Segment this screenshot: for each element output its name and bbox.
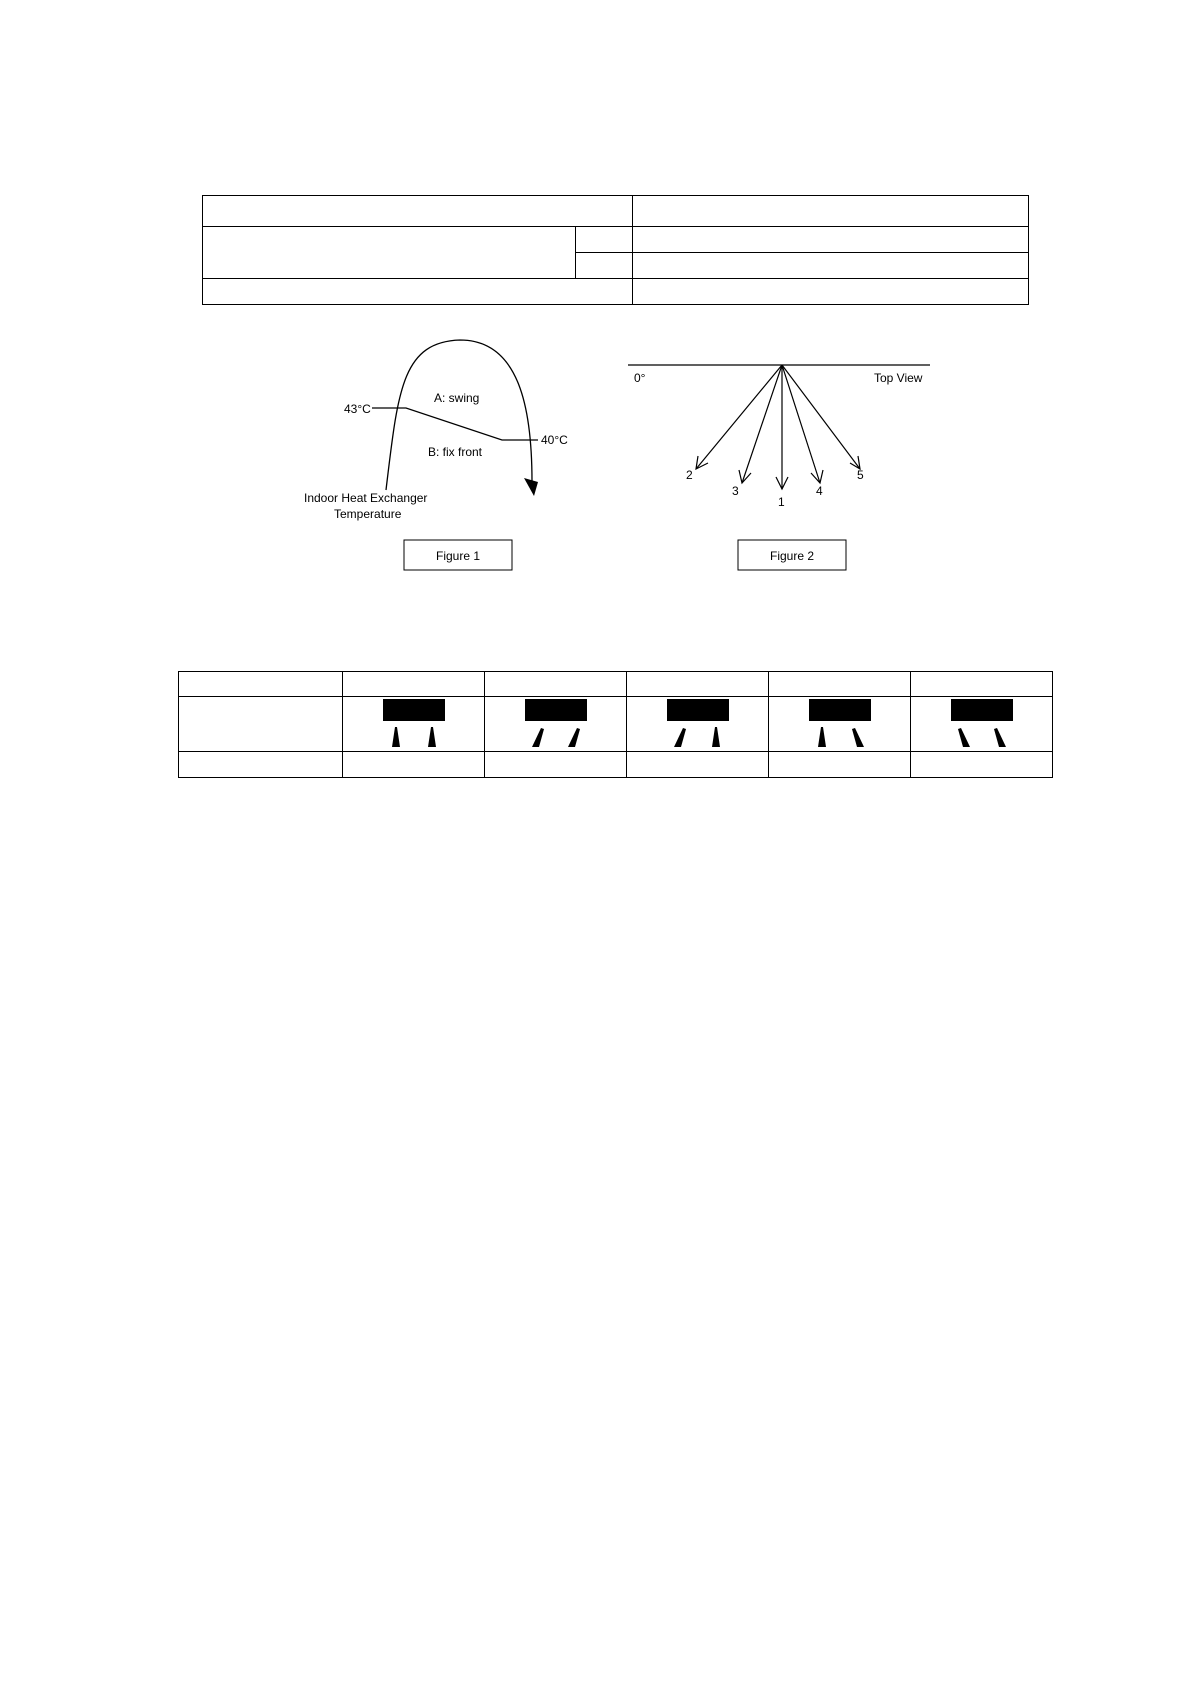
unit-body <box>951 699 1013 721</box>
louver-cell <box>485 697 627 752</box>
label-swing: A: swing <box>434 391 480 405</box>
louver-blade-right <box>428 727 436 747</box>
curve-arrowhead <box>524 478 538 496</box>
label-fix-front: B: fix front <box>428 445 483 459</box>
table-cell <box>179 752 343 778</box>
label-top-view: Top View <box>874 371 923 385</box>
direction-arrowhead-3 <box>739 470 751 483</box>
louver-blade-left <box>532 728 544 747</box>
table-cell <box>203 279 633 305</box>
table-cell <box>343 752 485 778</box>
label-40c: 40°C <box>541 433 568 447</box>
table-cell <box>627 752 769 778</box>
table-cell <box>911 672 1053 697</box>
temperature-curve <box>386 340 532 490</box>
table-cell <box>203 227 576 279</box>
louver-unit-1 <box>382 697 446 751</box>
louver-cell <box>343 697 485 752</box>
louver-cell <box>769 697 911 752</box>
label-43c: 43°C <box>344 402 371 416</box>
direction-arrow-4 <box>782 365 820 483</box>
table-cell <box>576 253 633 279</box>
indoor-unit-icon <box>950 697 1014 751</box>
indoor-unit-icon <box>382 697 446 751</box>
louver-blade-right <box>994 728 1006 747</box>
table-cell <box>179 697 343 752</box>
label-zero-deg: 0° <box>634 371 646 385</box>
indoor-unit-icon <box>524 697 588 751</box>
louver-unit-4 <box>808 697 872 751</box>
louver-blade-right <box>568 728 580 747</box>
louver-table <box>178 671 1053 778</box>
direction-label-3: 3 <box>732 484 739 498</box>
table-cell <box>627 672 769 697</box>
figure-2-caption: Figure 2 <box>769 549 815 563</box>
top-table <box>202 195 1029 305</box>
direction-label-4: 4 <box>816 484 823 498</box>
direction-label-5: 5 <box>857 468 864 482</box>
indoor-unit-icon <box>666 697 730 751</box>
direction-arrow-5 <box>782 365 860 469</box>
table-cell <box>769 752 911 778</box>
unit-body <box>525 699 587 721</box>
table-cell <box>485 752 627 778</box>
louver-blade-left <box>958 728 970 747</box>
unit-body <box>383 699 445 721</box>
table-cell <box>633 253 1029 279</box>
axis-label-line1: Indoor Heat Exchanger <box>304 491 428 505</box>
figure-1-diagram <box>290 330 590 575</box>
louver-unit-3 <box>666 697 730 751</box>
table-cell <box>485 672 627 697</box>
table-cell <box>633 279 1029 305</box>
table-cell <box>633 196 1029 227</box>
table-cell <box>179 672 343 697</box>
indoor-unit-icon <box>808 697 872 751</box>
unit-body <box>809 699 871 721</box>
axis-label-line2: Temperature <box>334 507 402 521</box>
louver-cell <box>627 697 769 752</box>
table-cell <box>343 672 485 697</box>
direction-label-1: 1 <box>778 495 785 509</box>
louver-blade-right <box>852 728 864 747</box>
louver-unit-5 <box>950 697 1014 751</box>
unit-body <box>667 699 729 721</box>
direction-arrow-3 <box>742 365 782 483</box>
louver-blade-right <box>712 727 720 747</box>
direction-arrow-2 <box>696 365 782 469</box>
louver-unit-2 <box>524 697 588 751</box>
louver-blade-left <box>392 727 400 747</box>
table-cell <box>576 227 633 253</box>
table-cell <box>769 672 911 697</box>
table-cell <box>911 752 1053 778</box>
table-cell <box>633 227 1029 253</box>
louver-blade-left <box>674 728 686 747</box>
figure-2-diagram <box>620 355 940 575</box>
louver-cell <box>911 697 1053 752</box>
table-cell <box>203 196 633 227</box>
louver-blade-left <box>818 727 826 747</box>
direction-label-2: 2 <box>686 468 693 482</box>
figure-1-caption: Figure 1 <box>435 549 481 563</box>
